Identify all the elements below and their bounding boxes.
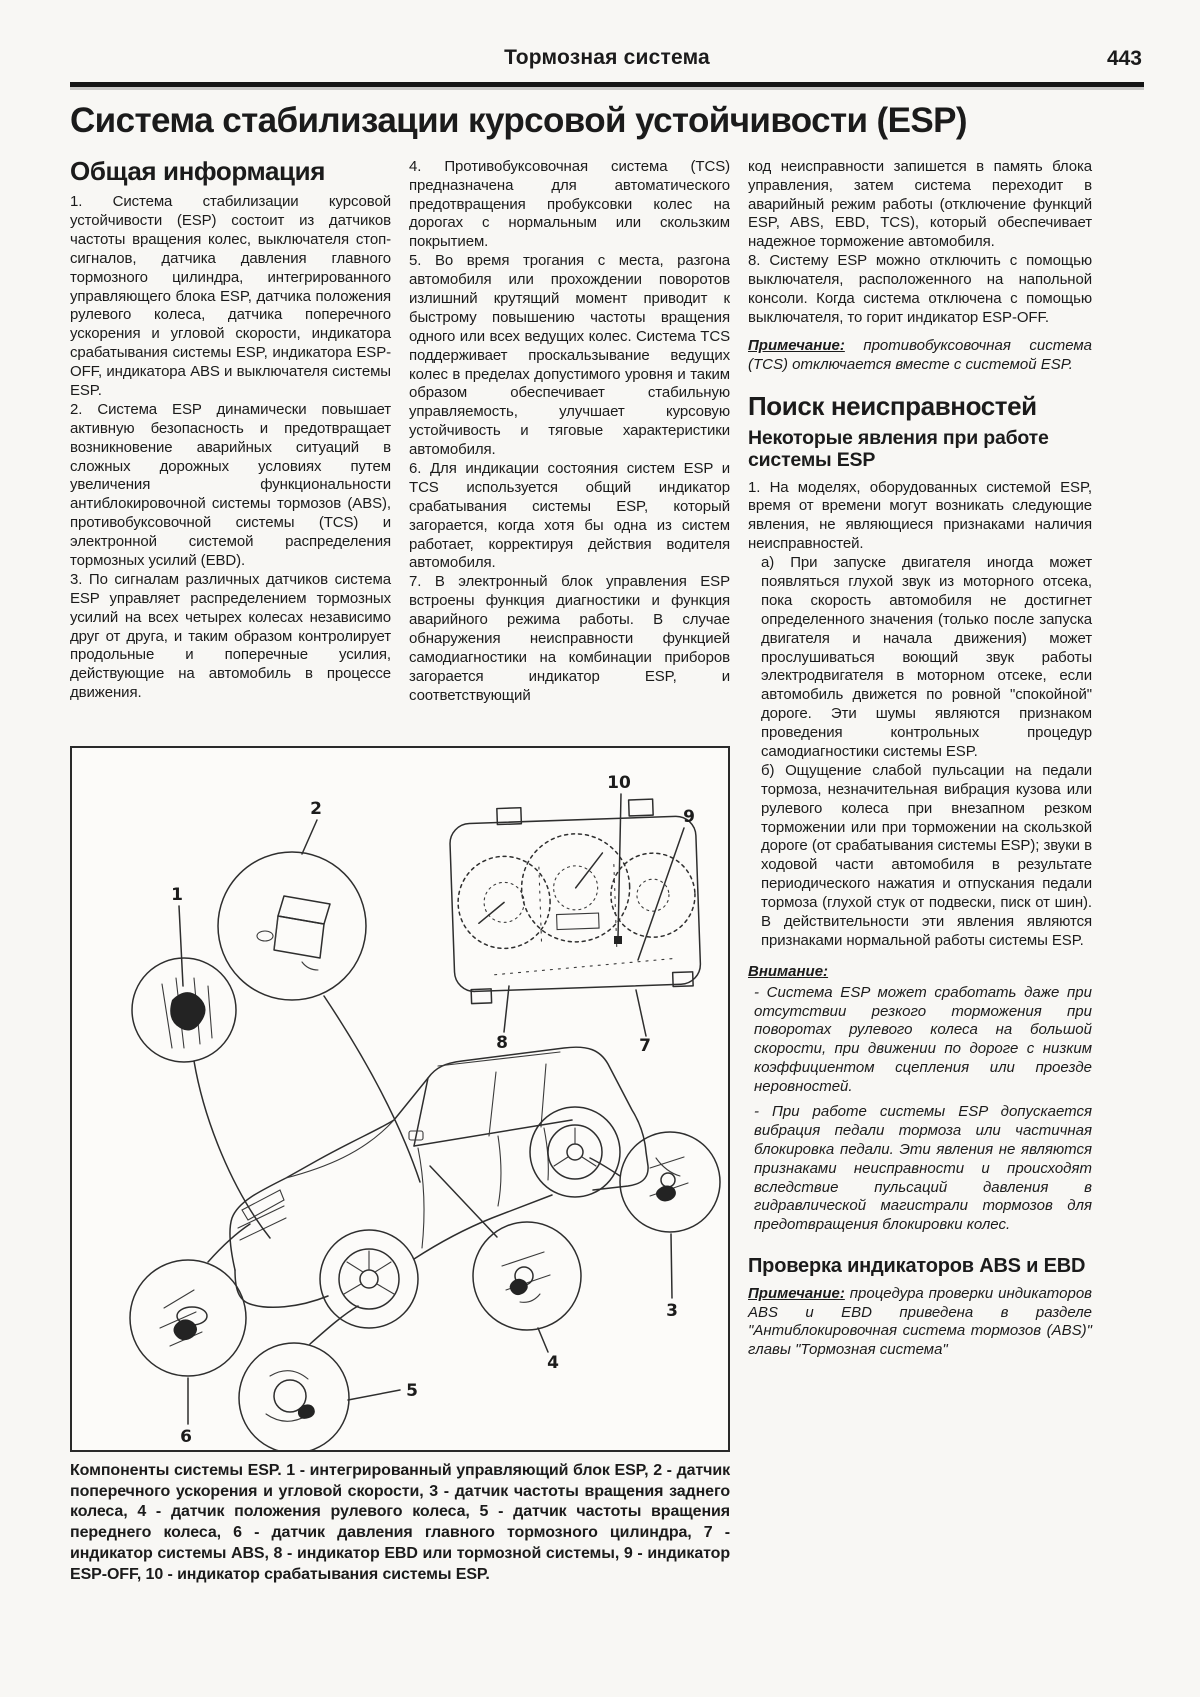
left-area [70, 158, 730, 1602]
header-rule [70, 82, 1144, 87]
attention-item-2: - При работе системы ESP допускается вибрация педали тормоза или частичная блокировка педали. Эти явления не являются признаками неисправности и происходят вследствие пульсаций давления в гидравлической магистрали тормозов для предотвращения блокировки колес. [754, 1103, 1092, 1234]
column-3 [748, 158, 1092, 1364]
callout-4 [430, 1166, 581, 1373]
callout-9 [638, 807, 695, 960]
note-indicator-check [748, 1285, 1092, 1361]
callout-5 [239, 1306, 418, 1450]
paragraph-8: 8. Систему ESP можно отключить с помощью выключателя, расположенного на напольной консоли. Когда система отключена с помощью выключателя, то горит индикатор ESP-OFF. [748, 252, 1092, 326]
section-heading-troubleshooting: Поиск неисправностей [748, 390, 1037, 421]
esp-components-diagram [72, 748, 728, 1450]
callout-label-6: 6 [180, 1426, 192, 1447]
note-text: противобуксовочная система (TCS) отключается вместе с системой ESP. [748, 336, 1092, 373]
phenomenon-item-b: б) Ощущение слабой пульсации на педали тормоза, незначительная вибрация кузова или рулевого колеса при внезапном резком торможении или при торможении на скользкой дороге (от срабатывания системы ESP); звуки в ходовой части автомобиля в результате периодического нажатия и отпускания педали тормоза (глухой стук от подвески, писк от шин). В действительности эти явления являются признаками нормальной работы системы ESP. [761, 761, 1092, 949]
page-number: 443 [1106, 47, 1142, 70]
callout-10 [607, 773, 631, 944]
paragraph-2: 2. Система ESP динамически повышает активную безопасность и предотвращает возникновение аварийных ситуаций в сложных дорожных условиях путем увеличения функциональности антиблокировочной системы тормозов (ABS), противобуксовочной системы (TCS) и электронной системой распределения тормозных усилий (EBD). [70, 400, 391, 569]
section-heading-general: Общая информация [70, 157, 325, 186]
paragraph-5: 5. Во время трогания с места, разгона автомобиля или прохождении поворотов излишний крутящий момент приводит к быстрому повышению частоты вращения одного или всех ведущих колес. Система TCS поддерживает проскальзывание ведущих колес в пределах допустимого уровня и таким образом обеспечивает стабильную управляемость, улучшает курсовую устойчивость и тяговые характеристики автомобиля. [409, 252, 730, 459]
esp-components-figure [70, 746, 730, 1452]
callout-label-5: 5 [406, 1380, 418, 1401]
car-illustration [230, 1047, 648, 1328]
page-title: Система стабилизации курсовой устойчивости (ESP) [70, 101, 967, 140]
paragraph-7-continued: код неисправности запишется в память блока управления, затем система переходит в аварийный режим работы (отключение функций ESP, ABS, EBD, TCS), который обеспечивает надежное торможение автомобиля. [748, 157, 1092, 251]
column-1 [70, 158, 391, 742]
chapter-title: Тормозная система [504, 46, 710, 69]
paragraph-6: 6. Для индикации состояния систем ESP и TCS используется общий индикатор срабатывания системы ESP, который загорается, когда хотя бы одна из систем работает, корректируя действия водителя автомобиля. [409, 460, 730, 572]
paragraph-1: 1. Система стабилизации курсовой устойчивости (ESP) состоит из датчиков частоты вращения колес, выключателя стоп-сигналов, датчика давления главного тормозного цилиндра, интегрированного управляющего блока ESP, датчика положения рулевого колеса, датчика поперечного ускорения и угловой скорости, индикатора срабатывания системы ESP, индикатора ESP-OFF, индикатора ABS и выключателя системы ESP. [70, 193, 391, 399]
callout-label-2: 2 [310, 798, 322, 819]
callout-label-10: 10 [607, 772, 631, 793]
callout-label-8: 8 [496, 1032, 508, 1053]
attention-block-label [748, 963, 1092, 982]
note2-label: Примечание: [748, 1284, 845, 1302]
troubleshooting-paragraph-1: 1. На моделях, оборудованных системой ESP, время от времени могут возникать следующие явления, не являющиеся признаками наличия неисправностей. [748, 478, 1092, 553]
callout-label-9: 9 [683, 806, 695, 827]
callout-label-3: 3 [666, 1300, 678, 1321]
attention-label: Внимание: [748, 962, 829, 980]
section-heading-indicator-check: Проверка индикаторов ABS и EBD [748, 1255, 1086, 1278]
instrument-cluster [449, 797, 702, 1003]
running-head [70, 46, 1144, 80]
callout-7 [636, 990, 651, 1056]
callout-label-7: 7 [639, 1035, 651, 1056]
callout-3 [590, 1132, 720, 1321]
note2-text: процедура проверки индикаторов ABS и EBD приведена в разделе "Антиблокировочная система тормозов (ABS)" главы "Тормозная система" [748, 1284, 1092, 1359]
paragraph-3: 3. По сигналам различных датчиков система ESP управляет распределением тормозных усилий на всех четырех колесах независимо друг от друга, и таким образом контролирует продольные и поперечные усилия, действующие на автомобиль в процессе движения. [70, 570, 391, 702]
figure-caption: Компоненты системы ESP. 1 - интегрированный управляющий блок ESP, 2 - датчик поперечного ускорения и угловой скорости, 3 - датчик частоты вращения заднего колеса, 4 - датчик положения рулевого колеса, 5 - датчик частоты вращения переднего колеса, 6 - датчик давления главного тормозного цилиндра, 7 - индикатор системы ABS, 8 - индикатор EBD или тормозной системы, 9 - индикатор ESP-OFF, 10 - индикатор срабатывания системы ESP. [70, 1461, 730, 1583]
paragraph-4: 4. Противобуксовочная система (TCS) предназначена для автоматического предотвращения пробуксовки колес на дорогах с нормальным или скользким покрытием. [409, 157, 730, 251]
callout-1 [132, 885, 270, 1238]
phenomenon-item-a: а) При запуске двигателя иногда может появляться глухой звук из моторного отсека, пока скорость автомобиля не достигнет определенного значения (только после запуска двигателя и начала движения) может прослушиваться воющий звук работы электродвигателя в моторном отсеке, если автомобиль движется по ровной "спокойной" дороге. Эти шумы являются признаком проведения контрольных процедур самодиагностики системы ESP. [761, 554, 1092, 760]
note-label: Примечание: [748, 336, 845, 354]
callout-8 [496, 986, 509, 1053]
column-2 [409, 158, 730, 742]
paragraph-7: 7. В электронный блок управления ESP встроены функция диагностики и функция аварийного режима работы. В случае обнаружения неисправности функцией самодиагностики на комбинации приборов загорается индикатор ESP, и соответствующий [409, 573, 730, 704]
attention-item-1: - Система ESP может сработать даже при отсутствии резкого торможения при поворотах рулевого колеса на большой скорости, при движении по дороге с низким коэффициентом сцепления или проезде неровностей. [754, 983, 1092, 1096]
callout-label-4: 4 [547, 1352, 559, 1373]
subsection-heading-phenomena: Некоторые явления при работе системы ESP [748, 426, 1049, 471]
callout-label-1: 1 [171, 884, 183, 905]
note-tcs [748, 337, 1092, 375]
